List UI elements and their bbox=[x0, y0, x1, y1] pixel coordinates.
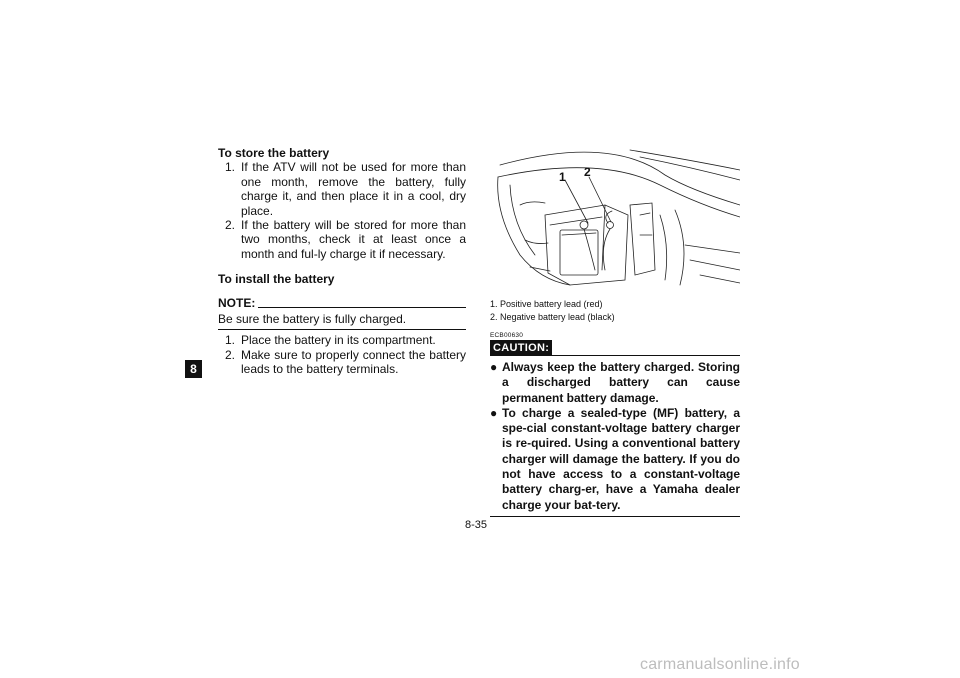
caution-item: ● To charge a sealed-type (MF) battery, a spe-cial constant-voltage battery charger is re-quired. Using a conventional battery charger will damage the battery. If you do not have access to a constant-voltage battery charg-er, have a Yamaha dealer charge your bat-tery. bbox=[490, 405, 740, 512]
list-item: 1. Place the battery in its compartment. bbox=[225, 333, 436, 348]
note-header bbox=[218, 296, 466, 310]
left-column bbox=[218, 146, 466, 377]
battery-compartment-illustration bbox=[490, 145, 740, 295]
page-number: 8-35 bbox=[465, 519, 488, 531]
chapter-tab: 8 bbox=[185, 360, 202, 378]
install-battery-heading: To install the battery bbox=[218, 272, 335, 287]
right-column bbox=[490, 298, 740, 517]
callout-2: 2 bbox=[584, 165, 591, 179]
caution-item: ● Always keep the battery charged. Storing a discharged battery can cause permanent battery damage. bbox=[490, 360, 740, 405]
install-steps bbox=[218, 333, 466, 376]
list-item: 1. If the ATV will not be used for more than one month, remove the battery, fully charge it, and then place it in a cool, dry place. bbox=[225, 160, 466, 218]
list-item: 2. If the battery will be stored for more than two months, check it at least once a month and ful-ly charge it if necessary. bbox=[225, 218, 466, 261]
note-text: Be sure the battery is fully charged. bbox=[218, 310, 466, 330]
callout-1: 1 bbox=[559, 170, 566, 184]
bullet-icon: ● bbox=[490, 360, 498, 374]
list-item: 2. Make sure to properly connect the battery leads to the battery terminals. bbox=[225, 347, 466, 377]
store-steps bbox=[218, 160, 466, 261]
watermark: carmanualsonline.info bbox=[640, 656, 800, 673]
illustration-legend bbox=[490, 298, 740, 324]
bullet-icon: ● bbox=[490, 405, 498, 420]
caution-header bbox=[490, 340, 740, 356]
note-label: NOTE: bbox=[218, 295, 256, 310]
legend-item: 2. Negative battery lead (black) bbox=[490, 312, 615, 322]
caution-badge: CAUTION: bbox=[490, 340, 552, 356]
caution-body bbox=[490, 358, 740, 517]
store-battery-heading: To store the battery bbox=[218, 146, 330, 160]
caution-code: ECB00630 bbox=[490, 332, 524, 339]
legend-item: 1. Positive battery lead (red) bbox=[490, 299, 603, 309]
